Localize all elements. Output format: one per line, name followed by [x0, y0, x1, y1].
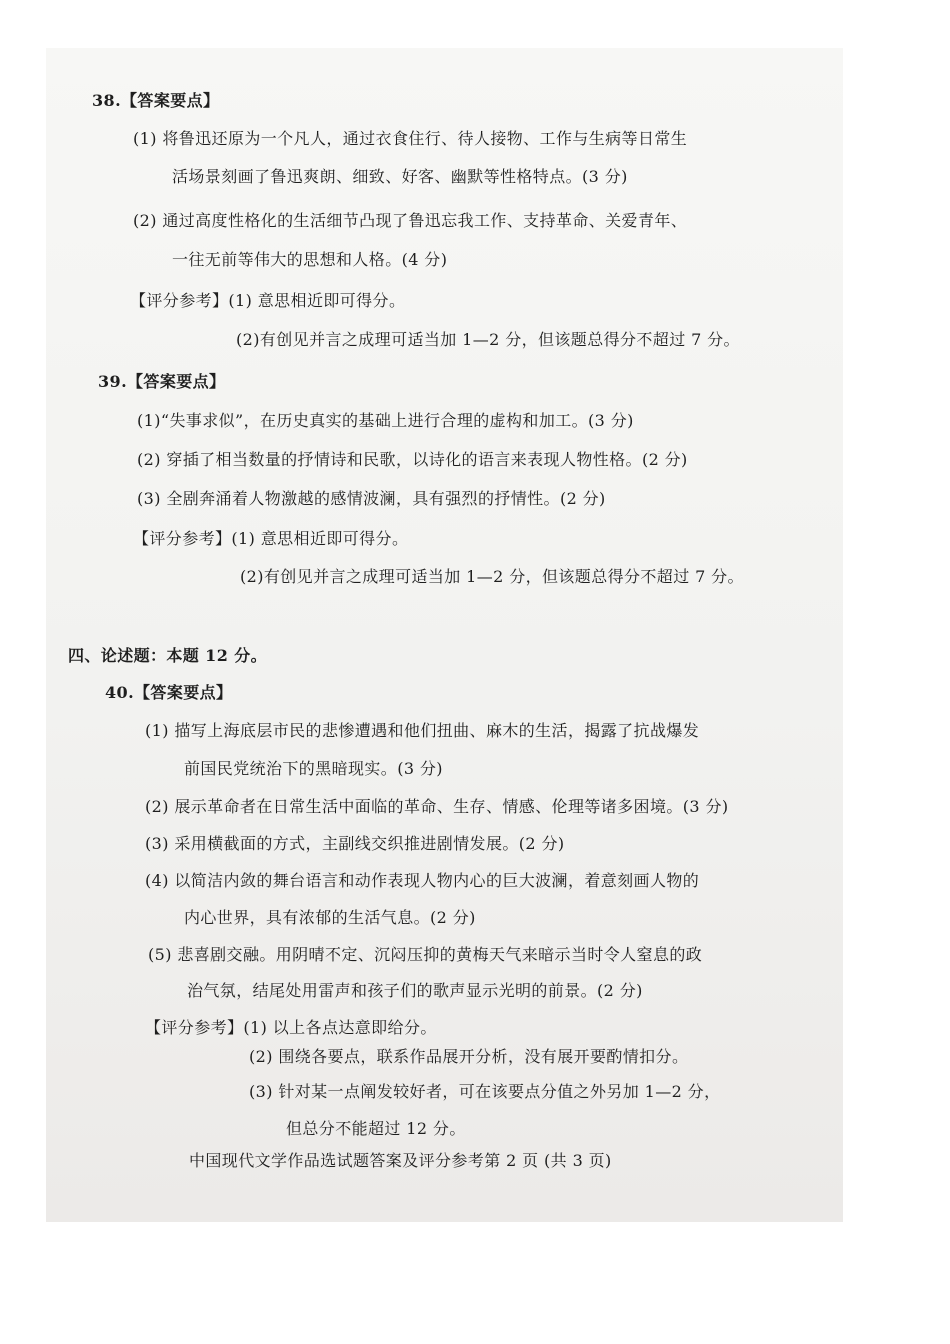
- q40-scoring-ref-4: 但总分不能超过 12 分。: [286, 1119, 466, 1138]
- q39-point-3: (3) 全剧奔涌着人物激越的感情波澜，具有强烈的抒情性。(2 分): [137, 489, 606, 508]
- q40-point-1-line-1: (1) 描写上海底层市民的悲惨遭遇和他们扭曲、麻木的生活，揭露了抗战爆发: [145, 721, 700, 740]
- q39-scoring-ref-1: 【评分参考】(1) 意思相近即可得分。: [133, 529, 409, 548]
- q40-heading: 40.【答案要点】: [105, 683, 233, 702]
- q39-scoring-ref-2: (2)有创见并言之成理可适当加 1—2 分，但该题总得分不超过 7 分。: [240, 567, 744, 586]
- q38-scoring-ref-1: 【评分参考】(1) 意思相近即可得分。: [130, 291, 406, 310]
- q39-point-1: (1)“失事求似”，在历史真实的基础上进行合理的虚构和加工。(3 分): [137, 411, 634, 430]
- q40-point-2: (2) 展示革命者在日常生活中面临的革命、生存、情感、伦理等诸多困境。(3 分): [145, 797, 729, 816]
- q38-point-1-line-2: 活场景刻画了鲁迅爽朗、细致、好客、幽默等性格特点。(3 分): [172, 167, 628, 186]
- q38-point-2-line-2: 一往无前等伟大的思想和人格。(4 分): [172, 250, 448, 269]
- q40-point-5-line-1: (5) 悲喜剧交融。用阴晴不定、沉闷压抑的黄梅天气来暗示当时令人窒息的政: [148, 945, 703, 964]
- q38-point-1-line-1: (1) 将鲁迅还原为一个凡人，通过衣食住行、待人接物、工作与生病等日常生: [133, 129, 688, 148]
- q40-point-5-line-2: 治气氛，结尾处用雷声和孩子们的歌声显示光明的前景。(2 分): [187, 981, 643, 1000]
- q40-point-1-line-2: 前国民党统治下的黑暗现实。(3 分): [184, 759, 443, 778]
- q39-heading: 39.【答案要点】: [98, 372, 226, 391]
- q40-point-4-line-2: 内心世界，具有浓郁的生活气息。(2 分): [184, 908, 476, 927]
- q40-scoring-ref-3: (3) 针对某一点阐发较好者，可在该要点分值之外另加 1—2 分，: [249, 1082, 721, 1101]
- q38-point-2-line-1: (2) 通过高度性格化的生活细节凸现了鲁迅忘我工作、支持革命、关爱青年、: [133, 211, 688, 230]
- q40-point-4-line-1: (4) 以简洁内敛的舞台语言和动作表现人物内心的巨大波澜，着意刻画人物的: [145, 871, 700, 890]
- q39-point-2: (2) 穿插了相当数量的抒情诗和民歌，以诗化的语言来表现人物性格。(2 分): [137, 450, 688, 469]
- q40-scoring-ref-1: 【评分参考】(1) 以上各点达意即给分。: [145, 1018, 437, 1037]
- q38-heading: 38.【答案要点】: [92, 91, 220, 110]
- section-4-title: 四、论述题：本题 12 分。: [68, 646, 268, 665]
- page-footer: 中国现代文学作品选试题答案及评分参考第 2 页 (共 3 页): [189, 1151, 612, 1170]
- q38-scoring-ref-2: (2)有创见并言之成理可适当加 1—2 分，但该题总得分不超过 7 分。: [236, 330, 740, 349]
- q40-scoring-ref-2: (2) 围绕各要点，联系作品展开分析，没有展开要酌情扣分。: [249, 1047, 689, 1066]
- q40-point-3: (3) 采用横截面的方式，主副线交织推进剧情发展。(2 分): [145, 834, 565, 853]
